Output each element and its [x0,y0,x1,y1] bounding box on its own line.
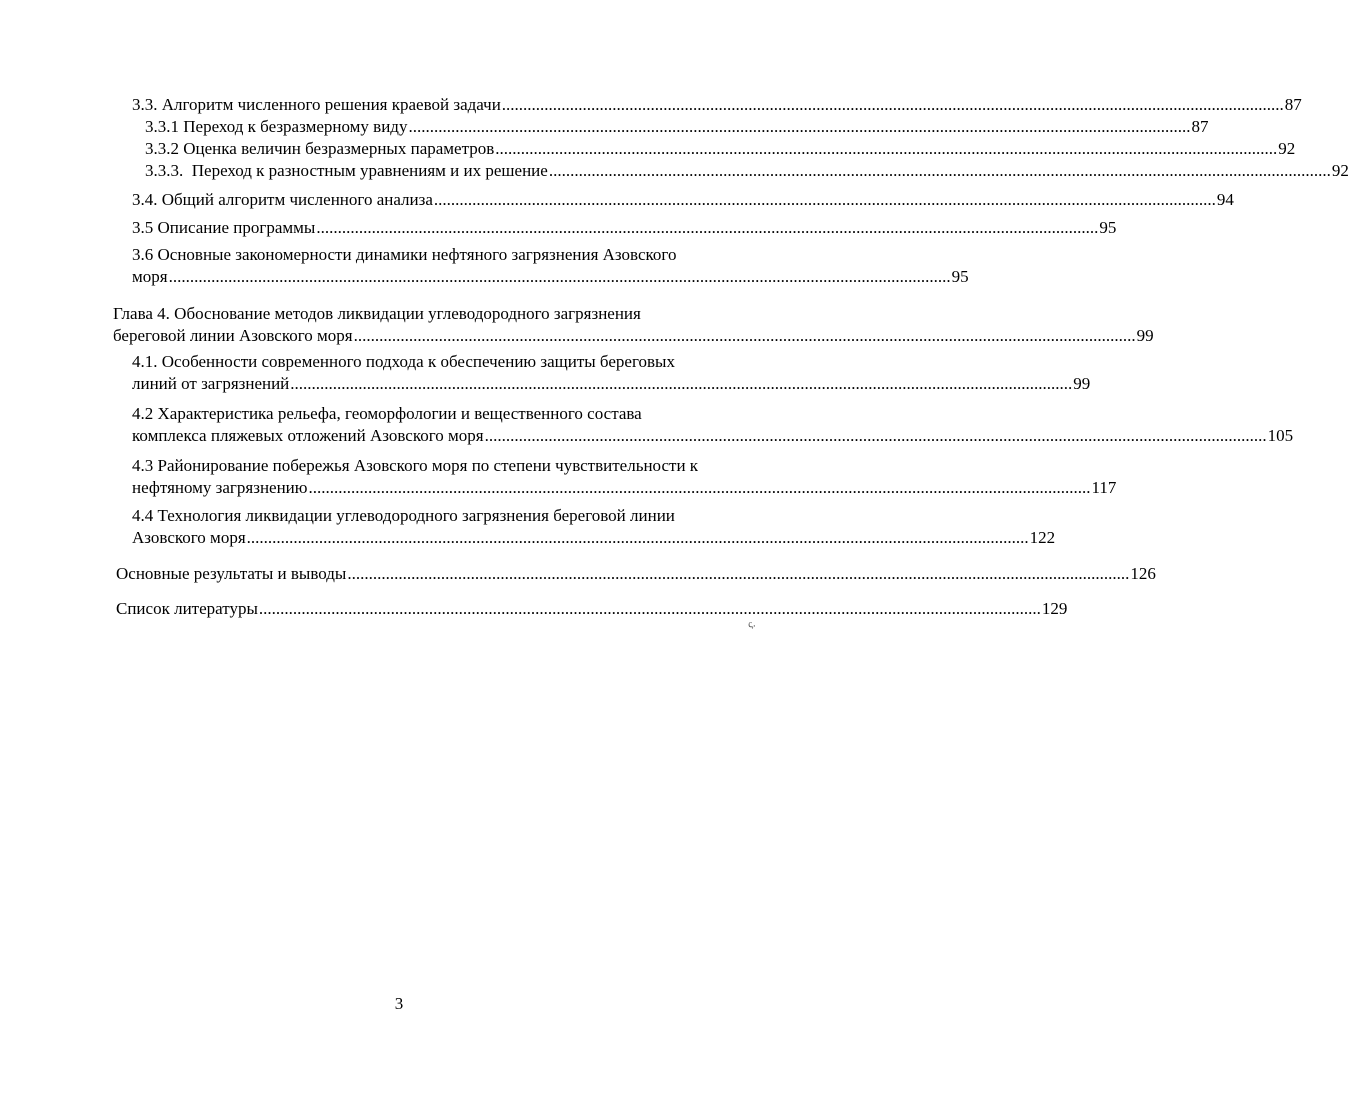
toc-entry-title: 3.3.3. Переход к разностным уравнениям и их решение [145,161,548,180]
toc-leader-dots: ........................................................................................................................................................................................ [353,326,1136,345]
toc-line [116,598,1068,620]
toc-entry[interactable] [116,563,1156,585]
toc-line [132,477,1117,499]
toc-entry[interactable] [145,138,1296,160]
toc-entry-title: 3.3.1 Переход к безразмерному виду [145,117,408,136]
toc-entry-title: 3.5 Описание программы [132,218,316,237]
toc-leader-dots: ........................................................................................................................................................................................ [258,599,1041,618]
toc-page-number: 105 [1267,426,1294,445]
toc-line [113,325,1154,347]
toc-leader-dots: ........................................................................................................................................................................................ [290,374,1073,393]
toc-entry[interactable] [116,598,1068,620]
toc-page-number: 129 [1041,599,1068,618]
toc-entry-title: Глава 4. Обоснование методов ликвидации углеводородного загрязнения [113,304,641,323]
toc-leader-dots: ........................................................................................................................................................................................ [408,117,1191,136]
toc-page-number: 99 [1136,326,1154,345]
toc-entry-title-continued: береговой линии Азовского моря [113,326,353,345]
toc-leader-dots: ........................................................................................................................................................................................ [308,478,1091,497]
toc-page-number: 87 [1191,117,1209,136]
toc-entry[interactable] [132,351,1091,395]
toc-page-number: 92 [1278,139,1296,158]
toc-entry-title: 4.2 Характеристика рельефа, геоморфологии и вещественного состава [132,404,642,423]
toc-leader-dots: ........................................................................................................................................................................................ [495,139,1278,158]
toc-entry-title: 3.3. Алгоритм численного решения краевой задачи [132,95,501,114]
toc-leader-dots: ........................................................................................................................................................................................ [316,218,1099,237]
toc-entry-title: Список литературы [116,599,258,618]
toc-entry[interactable] [145,116,1209,138]
toc-page-number: 87 [1284,95,1302,114]
toc-entry[interactable] [132,217,1117,239]
toc-entry-title-continued: нефтяному загрязнению [132,478,308,497]
toc-entry[interactable] [132,244,969,288]
toc-entry-title: 4.3 Районирование побережья Азовского моря по степени чувствительности к [132,456,699,475]
toc-line [132,527,1056,549]
toc-entry[interactable] [132,505,1056,549]
toc-page-number: 117 [1091,478,1117,497]
toc-entry-title: 3.6 Основные закономерности динамики нефтяного загрязнения Азовского [132,245,677,264]
toc-line [132,373,1091,395]
toc-entry[interactable] [132,455,1117,499]
toc-line [145,116,1209,138]
toc-leader-dots: ........................................................................................................................................................................................ [548,161,1331,180]
toc-line [132,425,1294,447]
toc-chapter-entry[interactable] [113,303,1154,347]
toc-line [132,94,1302,116]
toc-entry-title: Основные результаты и выводы [116,564,347,583]
toc-entry[interactable] [132,403,1294,447]
toc-entry-title-continued: комплекса пляжевых отложений Азовского моря [132,426,484,445]
toc-entry-title: 3.4. Общий алгоритм численного анализа [132,190,433,209]
handwritten-mark: ς. [746,617,757,631]
toc-line [116,563,1156,585]
toc-line [145,160,1349,182]
toc-line [132,189,1234,211]
toc-entry-title: 4.1. Особенности современного подхода к обеспечению защиты береговых [132,352,675,371]
toc-leader-dots: ........................................................................................................................................................................................ [433,190,1216,209]
toc-entry[interactable] [132,94,1302,116]
toc-entry-title: 4.4 Технология ликвидации углеводородного загрязнения береговой линии [132,506,675,525]
toc-entry-title: 3.3.2 Оценка величин безразмерных параметров [145,139,495,158]
toc-line [132,217,1117,239]
toc-page-number: 99 [1073,374,1091,393]
toc-page-number: 95 [951,267,969,286]
toc-page-number: 95 [1099,218,1117,237]
toc-page-number: 94 [1216,190,1234,209]
toc-page-number: 122 [1029,528,1056,547]
toc-leader-dots: ........................................................................................................................................................................................ [501,95,1284,114]
toc-entry[interactable] [145,160,1349,182]
toc-entry-title-continued: Азовского моря [132,528,246,547]
toc-entry[interactable] [132,189,1234,211]
page-number: 3 [394,994,404,1013]
toc-entry-title-continued: линий от загрязнений [132,374,290,393]
toc-page-number: 92 [1331,161,1349,180]
toc-line [132,266,969,288]
toc-leader-dots: ........................................................................................................................................................................................ [168,267,951,286]
toc-leader-dots: ........................................................................................................................................................................................ [484,426,1267,445]
toc-line [145,138,1296,160]
toc-page-number: 126 [1130,564,1156,583]
toc-leader-dots: ........................................................................................................................................................................................ [347,564,1130,583]
toc-leader-dots: ........................................................................................................................................................................................ [246,528,1029,547]
toc-entry-title-continued: моря [132,267,168,286]
